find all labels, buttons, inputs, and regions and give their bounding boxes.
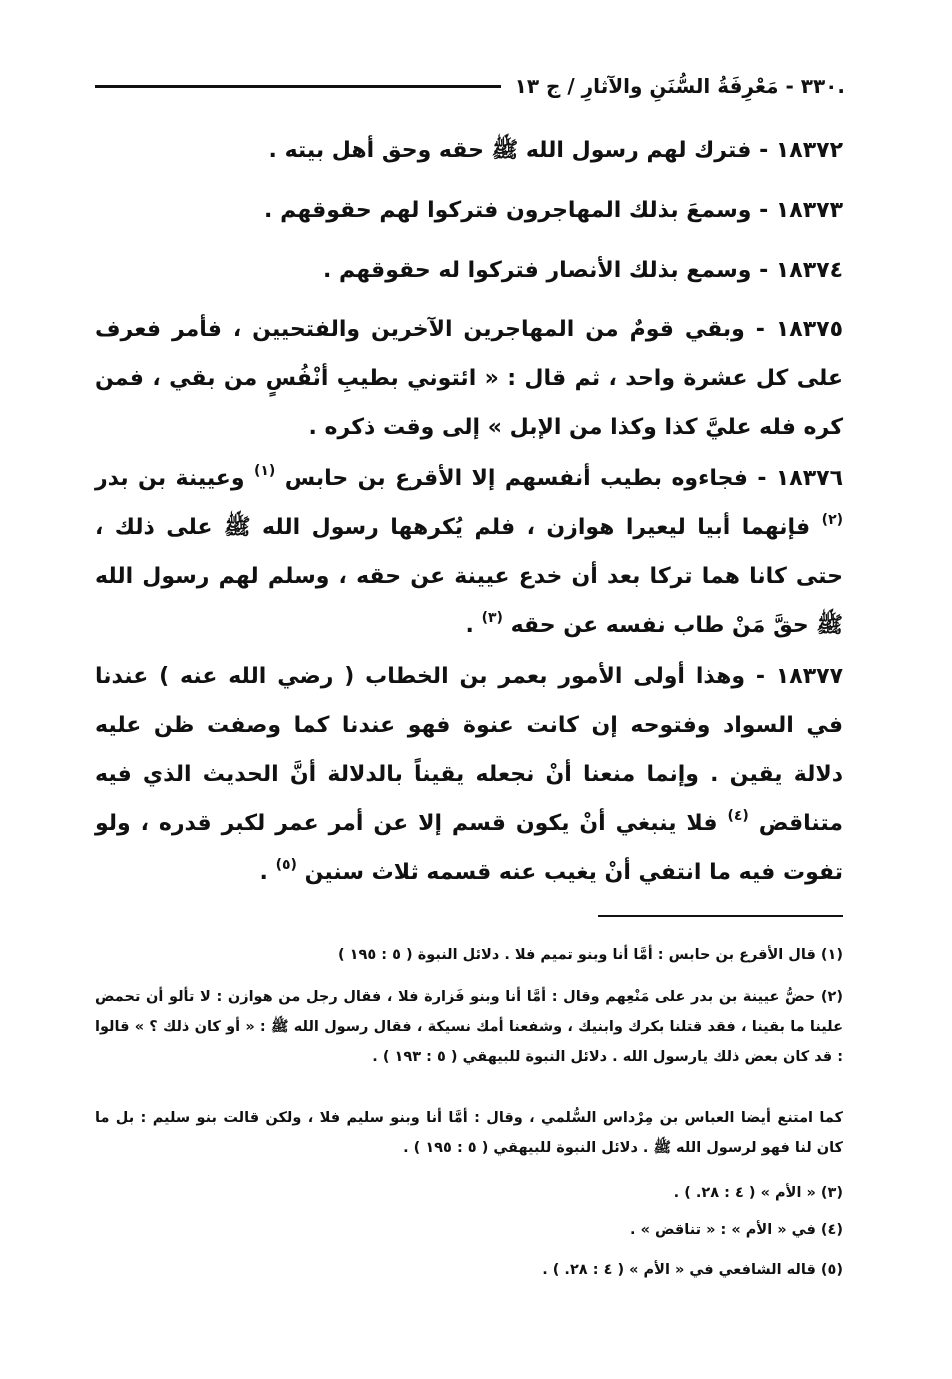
paragraph-text: فإنهما أبيا ليعيرا هوازن ، فلم يُكرهها رسول الله ﷺ على ذلك ، حتى كانا هما تركا بعد أن خدع عيينة عن حقه ، وسلم لهم رسول الله ﷺ حقَّ مَنْ طاب نفسه عن حقه <box>95 515 843 638</box>
footnote-2-continued: كما امتنع أيضا العباس بن مِرْداس السُّلمي ، وقال : أمَّا أنا وبنو سليم فلا ، ولكن قالت بنو سليم : بل ما كان لنا فهو لرسول الله ﷺ . دلائل النبوة للبيهقي ( ٥ : ١٩٥ ) . <box>95 1110 843 1156</box>
footnote-1: (١) قال الأقرع بن حابس : أمَّا أنا وبنو تميم فلا . دلائل النبوة ( ٥ : ١٩٥ ) <box>337 947 843 963</box>
paragraph-number: ١٨٣٧٤ - <box>759 258 843 283</box>
running-header <box>95 66 845 106</box>
header-title: .٣٣٠ - مَعْرِفَةُ السُّنَنِ والآثارِ / ج ١٣ <box>514 74 845 98</box>
footnotes-separator <box>598 915 843 917</box>
paragraph-18373 <box>95 186 843 235</box>
paragraph-number: ١٨٣٧٣ - <box>759 198 843 223</box>
paragraph-18376 <box>95 454 843 650</box>
paragraph-text: فجاءوه بطيب أنفسهم إلا الأقرع بن حابس <box>284 466 748 491</box>
paragraph-18375 <box>95 305 843 452</box>
paragraph-text: . <box>465 613 474 638</box>
paragraph-number: ١٨٣٧٦ - <box>757 466 843 491</box>
paragraph-text: فترك لهم رسول الله ﷺ حقه وحق أهل بيته . <box>268 138 752 163</box>
paragraph-number: ١٨٣٧٢ - <box>759 138 843 163</box>
paragraph-18372 <box>95 126 843 175</box>
paragraph-number: ١٨٣٧٥ - <box>755 317 843 342</box>
paragraph-number: ١٨٣٧٧ - <box>755 664 843 689</box>
footnote-ref: (١) <box>253 463 276 479</box>
paragraph-text: . <box>259 860 268 885</box>
paragraph-text: وسمعَ بذلك المهاجرون فتركوا لهم حقوقهم . <box>264 198 752 223</box>
paragraph-18377 <box>95 652 843 897</box>
footnote-5: (٥) قاله الشافعي في « الأم » ( ٤ : ٢٨. ) . <box>542 1262 843 1278</box>
footnote-ref: (٢) <box>821 512 844 528</box>
paragraph-text: فلا ينبغي أنْ يكون قسم إلا عن أمر عمر لكبر قدره ، ولو تفوت فيه ما انتفي أنْ يغيب عنه قسمه ثلاث سنين <box>95 811 843 885</box>
footnote-ref: (٣) <box>481 610 503 626</box>
header-rule <box>95 85 501 88</box>
paragraph-text: وبقي قومٌ من المهاجرين الآخرين والفتحيين ، فأمر فعرف على كل عشرة واحد ، ثم قال : « ائتوني بطيبِ أنْفُسٍ من بقي ، فمن كره فله عليَّ كذا وكذا من الإبل » إلى وقت ذكره . <box>95 317 843 440</box>
paragraph-text: وعيينة بن بدر <box>95 466 245 491</box>
paragraph-18374 <box>95 246 843 295</box>
paragraph-text: وسمع بذلك الأنصار فتركوا له حقوقهم . <box>323 258 752 283</box>
footnote-3: (٣) « الأم » ( ٤ : ٢٨. ) . <box>673 1185 843 1201</box>
footnote-4: (٤) في « الأم » : « تناقض » . <box>630 1222 843 1238</box>
footnote-ref: (٥) <box>275 857 297 873</box>
footnote-2: (٢) حضُّ عيينة بن بدر على مَنْعِهم وقال : أمَّا أنا وبنو فَزارة فلا ، فقال رجل من هوازن : لا تألو أن تحمض علينا ما بقينا ، فقد قتلنا بكرك وابنيك ، وشفعنا أمك نسيكة ، فقال رسول الله ﷺ : « أو كان ذلك ؟ » قالوا : قد كان بعض ذلك يارسول الله . دلائل النبوة للبيهقي ( ٥ : ١٩٣ ) . <box>95 989 843 1065</box>
footnote-ref: (٤) <box>727 808 749 824</box>
paragraph-text: وهذا أولى الأمور بعمر بن الخطاب ( رضي الله عنه ) عندنا في السواد وفتوحه إن كانت عنوة فهو عندنا كما وصفت ظن عليه دلالة يقين . وإنما منعنا أنْ نجعله يقيناً بالدلالة أنَّ الحديث الذي فيه متناقض <box>95 664 843 836</box>
